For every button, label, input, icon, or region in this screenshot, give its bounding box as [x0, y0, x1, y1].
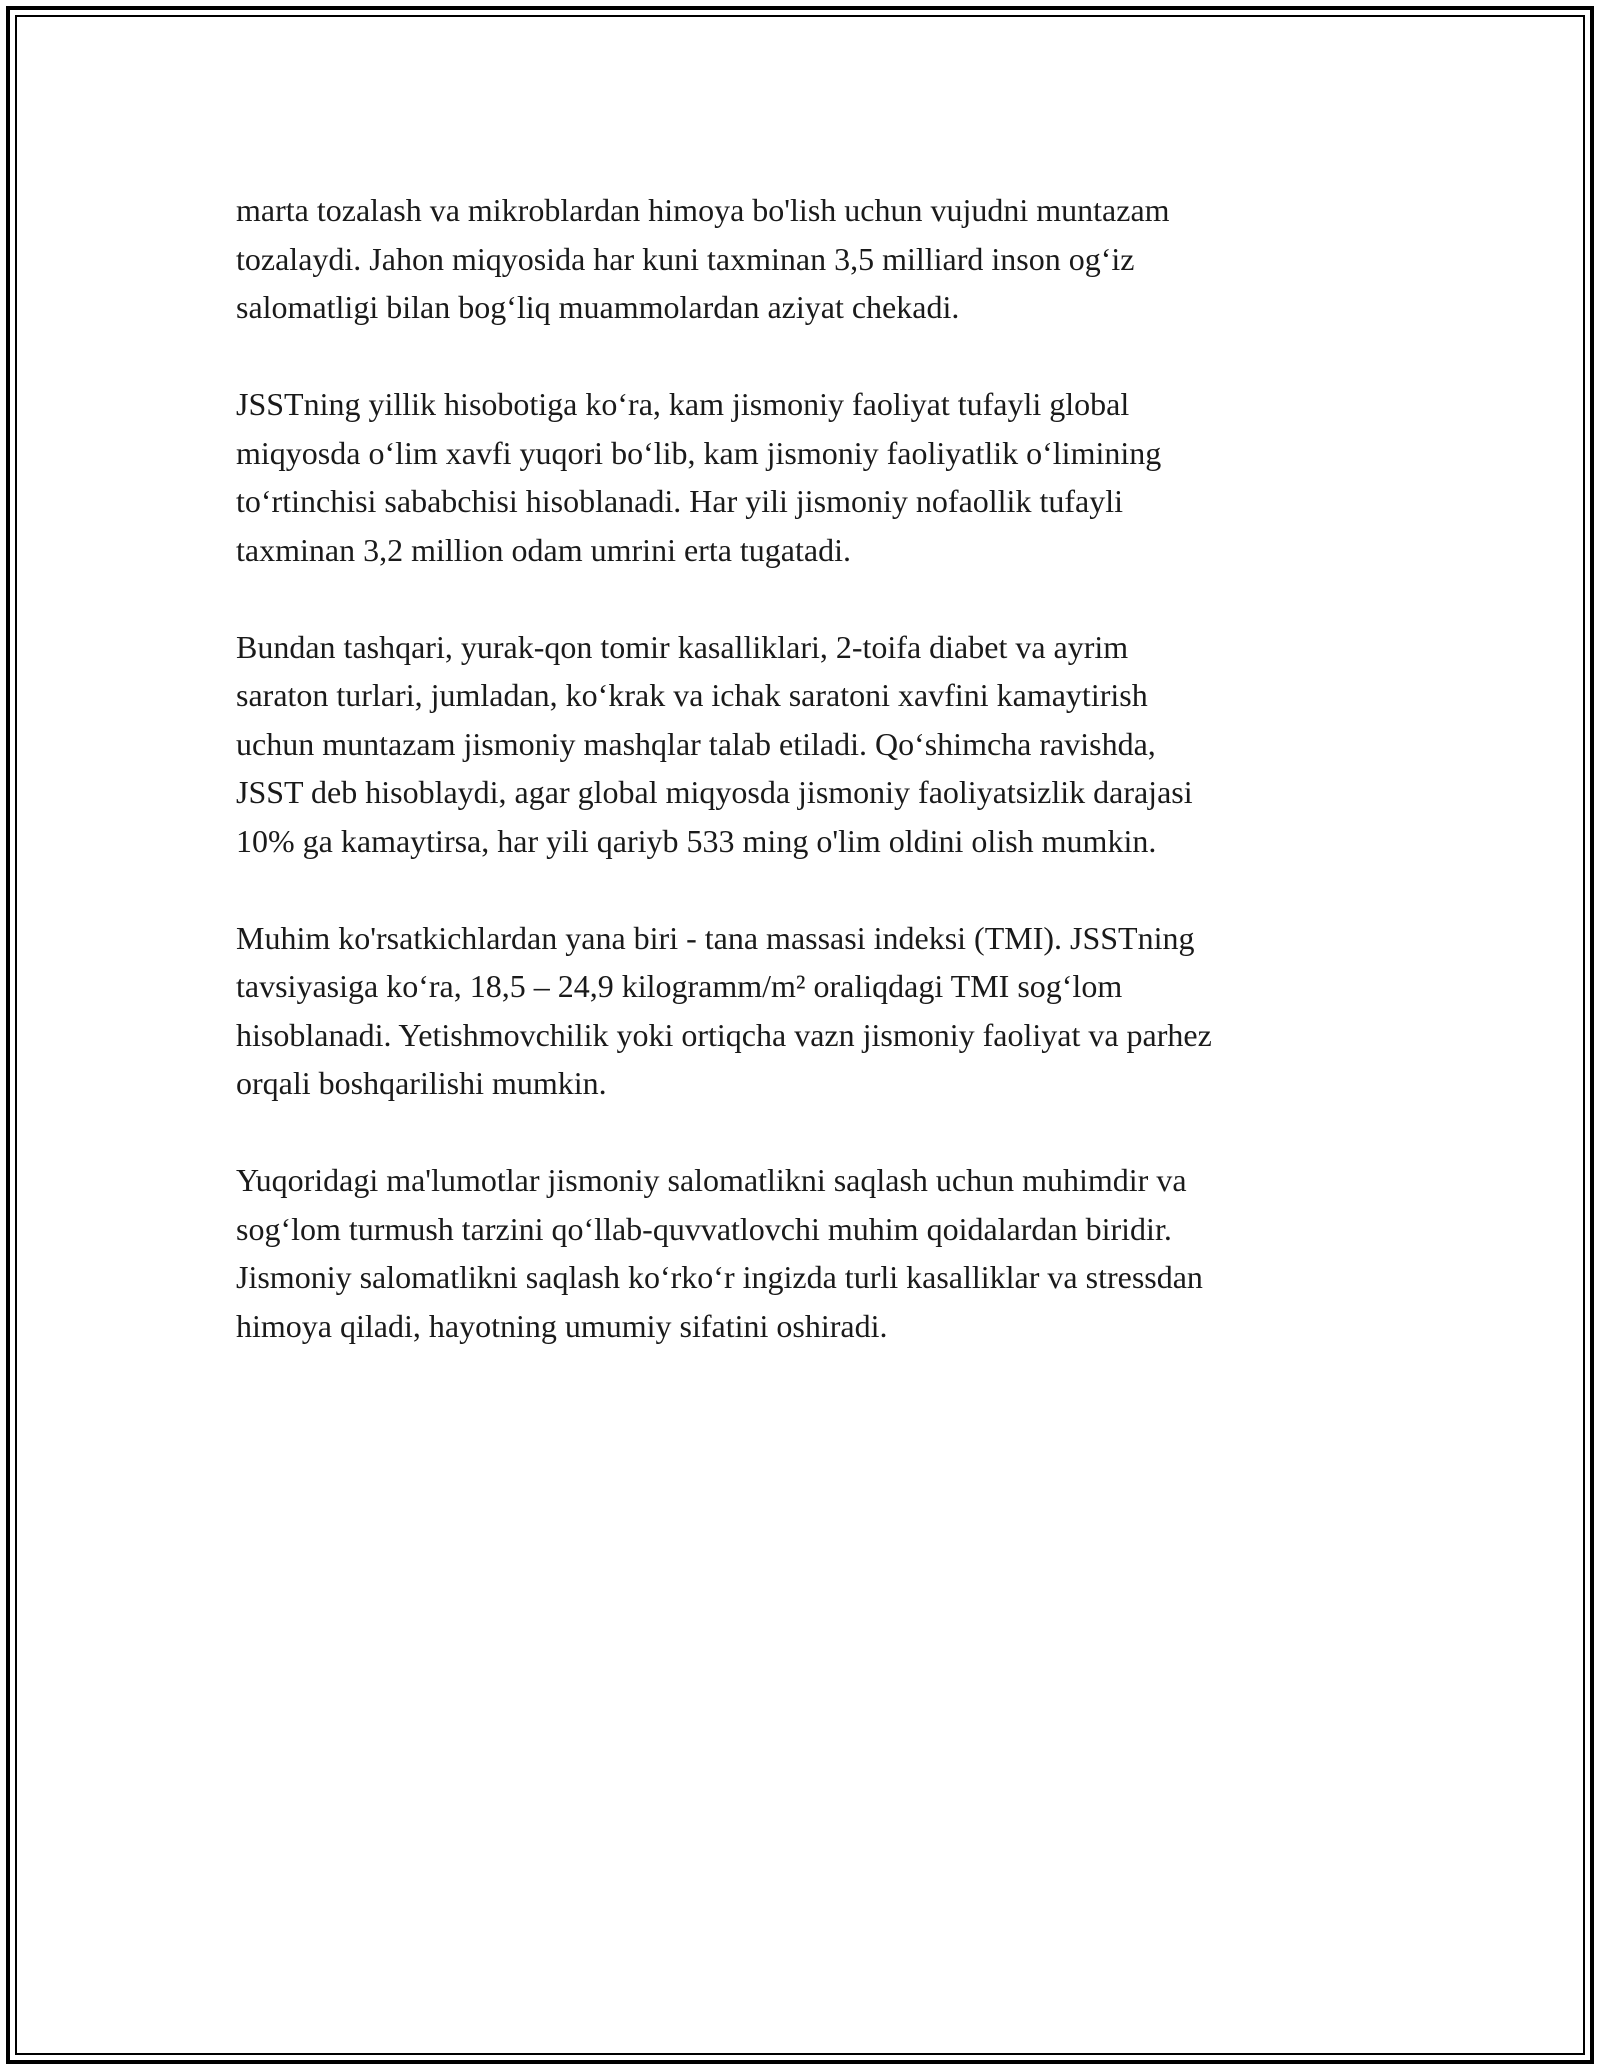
text-line: Bundan tashqari, yurak-qon tomir kasalliklari, 2-toifa diabet va ayrim — [236, 628, 1129, 665]
text-line: Muhim ko'rsatkichlardan yana biri - tana massasi indeksi (TMI). JSSTning — [236, 919, 1195, 956]
paragraph-oral-health — [236, 186, 1366, 332]
text-line: Yuqoridagi ma'lumotlar jismoniy salomatlikni saqlash uchun muhimdir va — [236, 1162, 1187, 1198]
text-line: marta tozalash va mikroblardan himoya bo'lish uchun vujudni muntazam — [236, 192, 1170, 228]
text-line: JSSTning yillik hisobotiga ko‘ra, kam jismoniy faoliyat tufayli global — [236, 386, 1130, 422]
paragraph-physical-inactivity — [236, 380, 1366, 574]
text-line: orqali boshqarilishi mumkin. — [236, 1065, 607, 1101]
text-line: hisoblanadi. Yetishmovchilik yoki ortiqcha vazn jismoniy faoliyat va parhez — [236, 1016, 1212, 1053]
text-line: tozalaydi. Jahon miqyosida har kuni taxminan 3,5 milliard inson og‘iz — [236, 240, 1135, 277]
paragraph-bmi — [236, 914, 1366, 1108]
document-body — [236, 186, 1366, 1399]
text-line: JSST deb hisoblaydi, agar global miqyosda jismoniy faoliyatsizlik darajasi — [236, 774, 1193, 810]
text-line: taxminan 3,2 million odam umrini erta tugatadi. — [236, 531, 851, 568]
text-line: to‘rtinchisi sababchisi hisoblanadi. Har yili jismoniy nofaollik tufayli — [236, 483, 1123, 519]
text-line: tavsiyasiga ko‘ra, 18,5 – 24,9 kilogramm/m² oraliqdagi TMI sog‘lom — [236, 968, 1123, 1004]
text-line: saraton turlari, jumladan, ko‘krak va ichak saratoni xavfini kamaytirish — [236, 677, 1148, 713]
text-line: 10% ga kamaytirsa, har yili qariyb 533 ming o'lim oldini olish mumkin. — [236, 822, 1157, 859]
text-line: Jismoniy salomatlikni saqlash ko‘rko‘r ingizda turli kasalliklar va stressdan — [236, 1259, 1203, 1295]
text-line: miqyosda o‘lim xavfi yuqori bo‘lib, kam jismoniy faoliyatlik o‘limining — [236, 434, 1162, 471]
text-line: himoya qiladi, hayotning umumiy sifatini oshiradi. — [236, 1307, 888, 1344]
text-line: salomatligi bilan bog‘liq muammolardan aziyat chekadi. — [236, 289, 960, 325]
text-line: sog‘lom turmush tarzini qo‘llab-quvvatlovchi muhim qoidalardan biridir. — [236, 1210, 1172, 1247]
paragraph-conclusion — [236, 1156, 1366, 1350]
text-line: uchun muntazam jismoniy mashqlar talab etiladi. Qo‘shimcha ravishda, — [236, 725, 1156, 762]
paragraph-disease-risk — [236, 623, 1366, 866]
